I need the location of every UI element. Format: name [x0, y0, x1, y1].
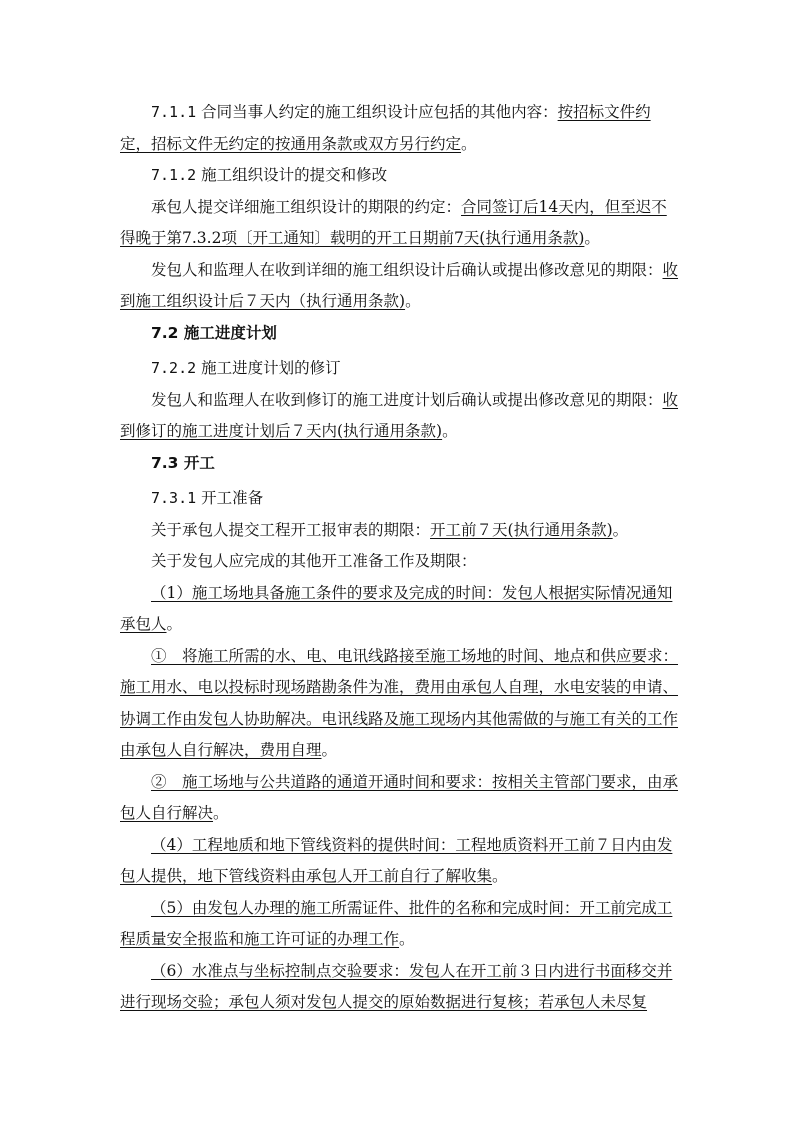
clause-7-1-2-review-period: 发包人和监理人在收到详细的施工组织设计后确认或提出修改意见的期限：收到施工组织设计后７天内（执行通用条款)。 [120, 260, 679, 310]
list-item-road-access: ② 施工场地与公共道路的通道开通时间和要求：按相关主管部门要求，由承包人自行解决。 [120, 772, 679, 822]
section-7-2-heading: 7.2 施工进度计划 [151, 323, 277, 342]
clause-7-3-1-other-prep: 关于发包人应完成的其他开工准备工作及期限： [151, 552, 477, 570]
item-value: ① 将施工所需的水、电、电讯线路接至施工场地的时间、地点和供应要求：施工用水、电以投标时现场踏勘条件为准，费用由承包人自理，水电安装的申请、协调工作由发包人协助解决。电讯线路及施工现场内其他需做的与施工有关的工作由承包人自行解决，费用自理 [120, 646, 679, 759]
clause-lead: 发包人和监理人在收到详细的施工组织设计后确认或提出修改意见的期限： [151, 260, 663, 279]
clause-value: 按招标文件约定，招标文件无约定的按通用条款或双方另行约定 [120, 103, 651, 153]
clause-number: 7.3.1 [151, 489, 197, 507]
list-item-permits: （5）由发包人办理的施工所需证件、批件的名称和完成时间：开工前完成工程质量安全报监和施工许可证的办理工作。 [120, 898, 673, 948]
clause-number: 7.2.2 [151, 359, 197, 377]
clause-number: 7.1.2 [151, 166, 197, 184]
clause-value: 开工前７天(执行通用条款) [430, 520, 613, 539]
item-value: （5）由发包人办理的施工所需证件、批件的名称和完成时间：开工前完成工程质量安全报监和施工许可证的办理工作 [120, 898, 673, 948]
clause-value: 合同签订后14天内，但至迟不得晚于第7.3.2项〔开工通知〕载明的开工日期前7天(执行通用条款) [120, 197, 667, 247]
section-7-3-heading: 7.3 开工 [151, 453, 215, 472]
clause-7-1-1: 7.1.1 合同当事人约定的施工组织设计应包括的其他内容：按招标文件约定，招标文件无约定的按通用条款或双方另行约定。 [120, 103, 651, 153]
clause-7-2-2-heading [120, 353, 680, 385]
clause-7-3-1-report-period: 关于承包人提交工程开工报审表的期限：开工前７天(执行通用条款)。 [151, 520, 629, 539]
clause-title: 施工组织设计的提交和修改 [201, 166, 388, 184]
clause-7-1-2-submission-period: 承包人提交详细施工组织设计的期限的约定：合同签订后14天内，但至迟不得晚于第7.3.2项〔开工通知〕载明的开工日期前7天(执行通用条款)。 [120, 197, 667, 247]
clause-lead: 关于承包人提交工程开工报审表的期限： [151, 520, 431, 539]
list-item-geology-data: （4）工程地质和地下管线资料的提供时间：工程地质资料开工前７日内由发包人提供，地下管线资料由承包人开工前自行了解收集。 [120, 835, 673, 885]
clause-value: 收到修订的施工进度计划后７天内(执行通用条款) [120, 390, 679, 440]
list-item-utilities: ① 将施工所需的水、电、电讯线路接至施工场地的时间、地点和供应要求：施工用水、电以投标时现场踏勘条件为准，费用由承包人自理，水电安装的申请、协调工作由发包人协助解决。电讯线路及施工现场内其他需做的与施工有关的工作由承包人自行解决，费用自理。 [120, 646, 679, 759]
clause-7-3-1-heading [120, 483, 680, 515]
clause-title: 开工准备 [201, 489, 264, 507]
clause-lead: 合同当事人约定的施工组织设计应包括的其他内容： [201, 103, 558, 121]
item-value: （4）工程地质和地下管线资料的提供时间：工程地质资料开工前７日内由发包人提供，地下管线资料由承包人开工前自行了解收集 [120, 835, 673, 885]
clause-lead: 承包人提交详细施工组织设计的期限的约定： [151, 197, 462, 216]
document-body [120, 97, 680, 1019]
clause-title: 施工进度计划的修订 [201, 359, 341, 377]
list-item-site-conditions: （1）施工场地具备施工条件的要求及完成的时间：发包人根据实际情况通知承包人。 [120, 583, 673, 633]
clause-7-2-2-review-period: 发包人和监理人在收到修订的施工进度计划后确认或提出修改意见的期限：收到修订的施工进度计划后７天内(执行通用条款)。 [120, 390, 679, 440]
clause-value: 收到施工组织设计后７天内（执行通用条款) [120, 260, 679, 310]
item-value: （6）水准点与坐标控制点交验要求：发包人在开工前３日内进行书面移交并进行现场交验；承包人须对发包人提交的原始数据进行复核；若承包人未尽复 [120, 961, 673, 1011]
list-item-benchmarks [120, 956, 680, 1019]
clause-7-1-2-heading [120, 160, 680, 192]
clause-lead: 发包人和监理人在收到修订的施工进度计划后确认或提出修改意见的期限： [151, 390, 663, 409]
item-value: ② 施工场地与公共道路的通道开通时间和要求：按相关主管部门要求，由承包人自行解决 [120, 772, 679, 822]
clause-number: 7.1.1 [151, 103, 197, 121]
item-value: （1）施工场地具备施工条件的要求及完成的时间：发包人根据实际情况通知承包人 [120, 583, 673, 633]
